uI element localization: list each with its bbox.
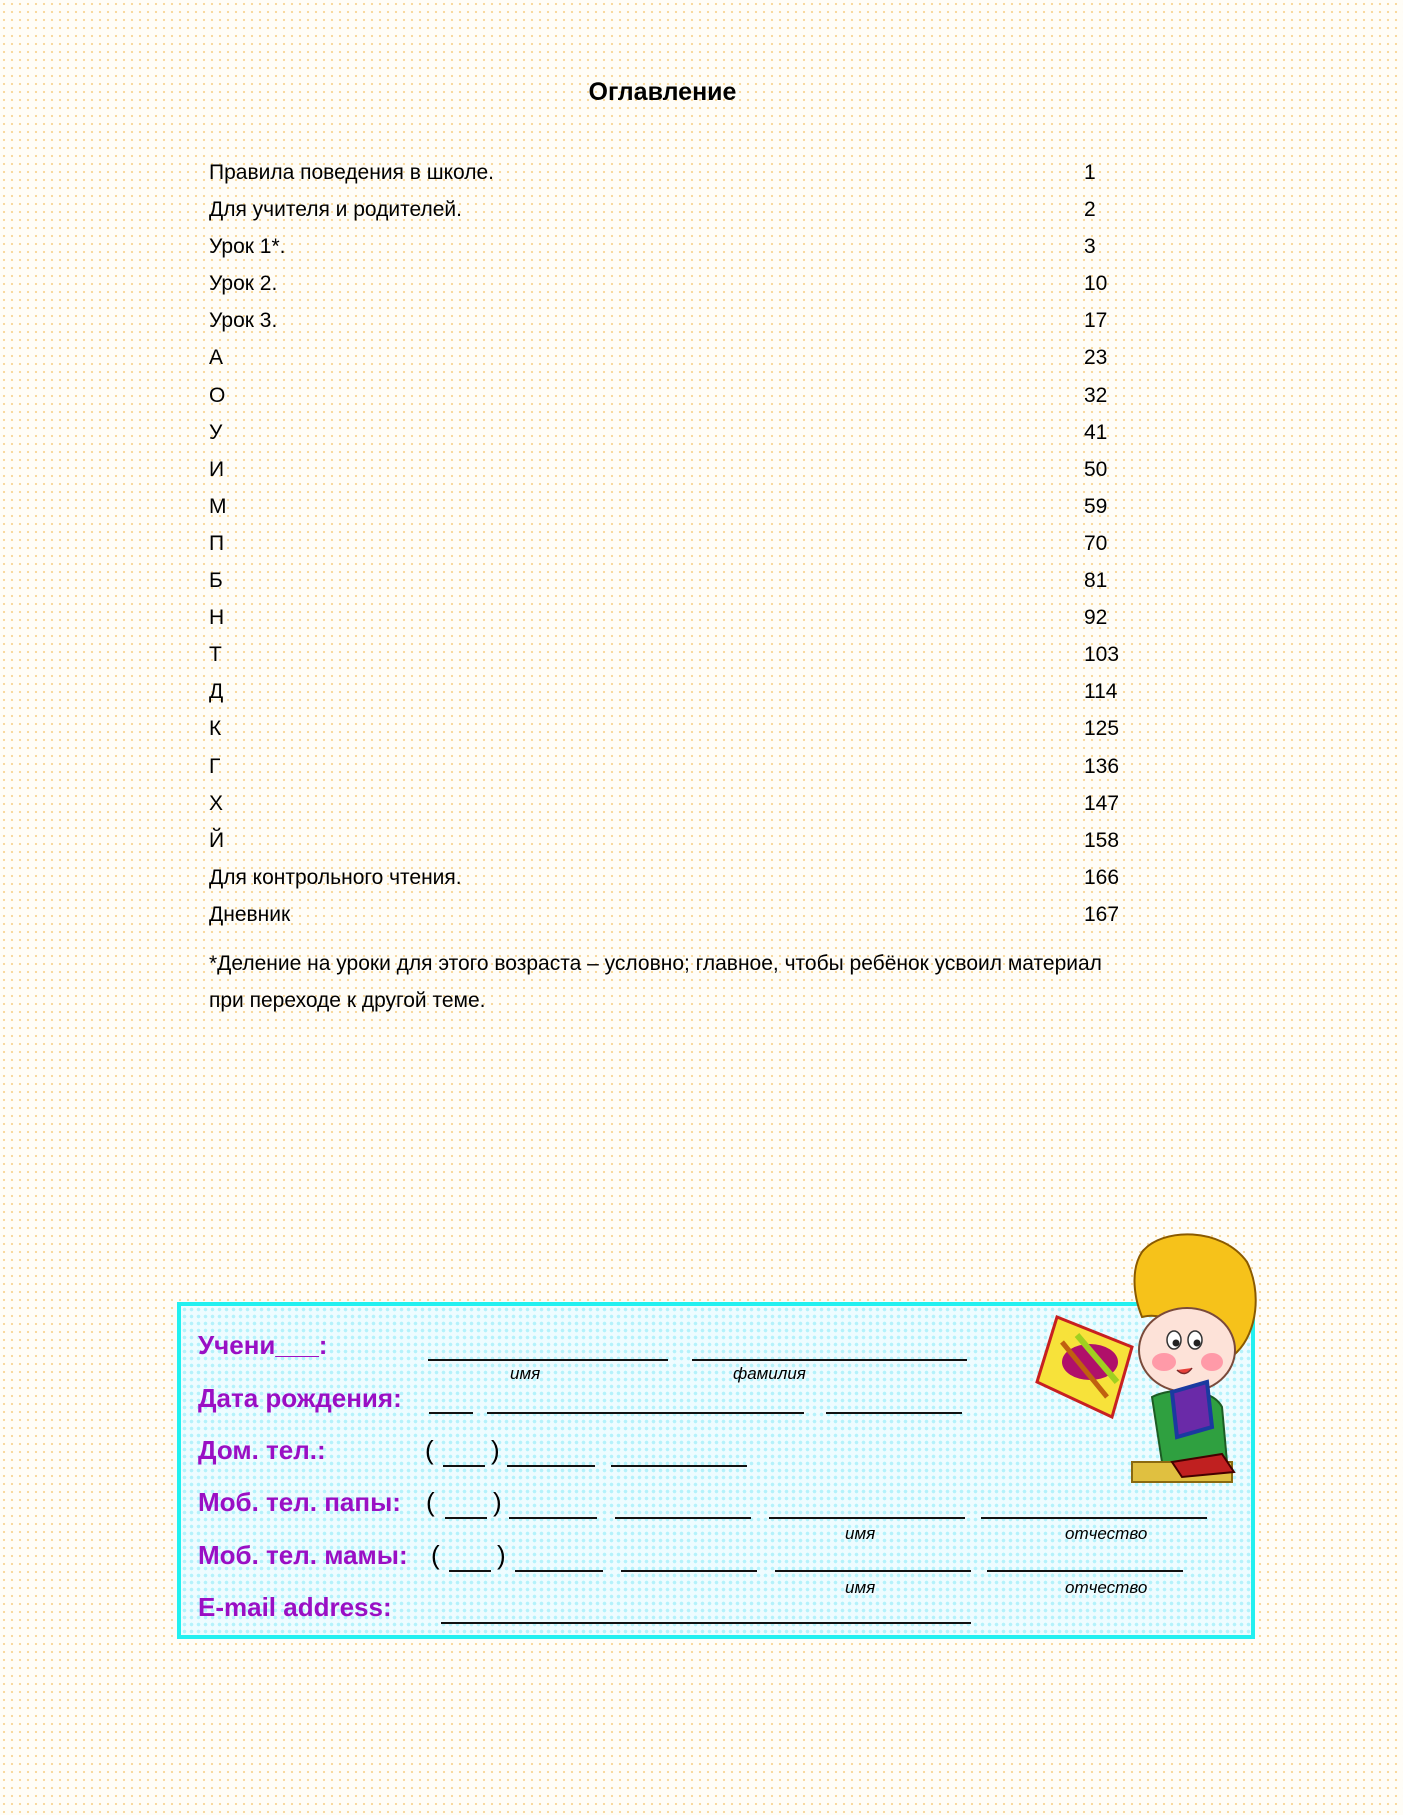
- email-label: E-mail address:: [198, 1592, 392, 1622]
- toc-entry[interactable]: [209, 451, 1159, 488]
- toc-entry[interactable]: [209, 748, 1159, 785]
- toc-entry-label: К: [209, 717, 222, 741]
- toc-entry-page: 81: [1084, 569, 1108, 593]
- toc-entry-page: 3: [1084, 235, 1096, 259]
- toc-entry[interactable]: [209, 302, 1159, 339]
- toc-entry-page: 1: [1084, 161, 1096, 184]
- dad-phone-part1-field[interactable]: [509, 1517, 597, 1519]
- purple-book: [1172, 1382, 1212, 1437]
- toc-entry-page: 167: [1084, 902, 1120, 926]
- toc-entry-label: У: [209, 420, 223, 444]
- toc-entry-page: 136: [1084, 754, 1120, 778]
- cheek-left: [1152, 1353, 1176, 1371]
- toc-entry[interactable]: [209, 710, 1159, 747]
- home-phone-part1-field[interactable]: [507, 1465, 595, 1467]
- mom-name-field[interactable]: [775, 1570, 971, 1572]
- mom-phone-part2-field[interactable]: [621, 1570, 757, 1572]
- dad-name-field[interactable]: [769, 1517, 965, 1519]
- toc-entry[interactable]: [209, 599, 1159, 636]
- toc-entry[interactable]: [209, 377, 1159, 414]
- toc-entry-label: Г: [209, 754, 221, 778]
- toc-entry-page: 59: [1084, 494, 1108, 518]
- toc-entry-page: 158: [1084, 828, 1120, 852]
- toc-entry-page: 2: [1084, 198, 1096, 222]
- toc-entry-label: Урок 3.: [209, 309, 278, 333]
- cheek-right: [1201, 1353, 1223, 1371]
- toc-entry[interactable]: [209, 525, 1159, 562]
- toc-entry-page: 70: [1084, 531, 1108, 555]
- toc-entry-page: 41: [1084, 420, 1108, 444]
- toc-entry-label: Т: [209, 643, 222, 667]
- toc-entry[interactable]: [209, 191, 1159, 228]
- toc-entry-page: 114: [1084, 680, 1118, 704]
- toc-entry-page: 17: [1084, 309, 1108, 333]
- toc-entry-page: 32: [1084, 383, 1108, 407]
- toc-entry[interactable]: [209, 265, 1159, 302]
- dad-phone-paren-close: ): [493, 1487, 502, 1517]
- toc-entry[interactable]: [209, 822, 1159, 859]
- toc-entry-label: Х: [209, 791, 224, 815]
- mom-phone-part1-field[interactable]: [515, 1570, 603, 1572]
- mom-phone-paren-close: ): [497, 1540, 506, 1570]
- home-phone-paren-open: (: [425, 1435, 434, 1465]
- hint-dad-name: имя: [845, 1524, 876, 1543]
- hint-mom-name: имя: [845, 1578, 876, 1597]
- toc-entry[interactable]: [209, 859, 1159, 896]
- hint-dad-patronymic: отчество: [1065, 1524, 1148, 1543]
- mom-phone-paren-open: (: [431, 1540, 440, 1570]
- toc-entry-label: Урок 1*.: [209, 235, 286, 259]
- eye-left: [1167, 1331, 1181, 1349]
- first-name-field[interactable]: [428, 1359, 668, 1361]
- toc-entry-label: П: [209, 531, 225, 555]
- home-phone-part2-field[interactable]: [611, 1465, 747, 1467]
- toc-entry-label: Н: [209, 606, 225, 630]
- birth-day-field[interactable]: [429, 1412, 473, 1414]
- toc-entry[interactable]: [209, 414, 1159, 451]
- birth-month-field[interactable]: [487, 1412, 804, 1414]
- eye-right: [1188, 1331, 1202, 1349]
- footnote-line-1: *Деление на уроки для этого возраста – условно; главное, чтобы ребёнок усвоил материал: [209, 952, 1102, 975]
- toc-entry-label: Правила поведения в школе.: [209, 161, 495, 184]
- toc-entry-label: Урок 2.: [209, 272, 278, 296]
- toc-entry-label: Б: [209, 569, 223, 593]
- toc-entry-page: 50: [1084, 457, 1108, 481]
- toc-entry-page: 103: [1084, 643, 1120, 667]
- footnote-line-2: при переходе к другой теме.: [209, 989, 486, 1012]
- toc-entry-page: 147: [1084, 791, 1120, 815]
- yellow-book: [1037, 1317, 1132, 1417]
- page-title: Оглавление: [588, 78, 737, 106]
- toc-entry-page: 92: [1084, 606, 1108, 630]
- hint-last-name: фамилия: [733, 1364, 806, 1383]
- dad-phone-code-field[interactable]: [445, 1517, 487, 1519]
- toc-entry[interactable]: [209, 896, 1159, 933]
- birth-year-field[interactable]: [826, 1412, 962, 1414]
- toc-entry-label: И: [209, 457, 225, 481]
- toc-entry-label: Дневник: [209, 902, 291, 926]
- toc-entry-page: 125: [1084, 717, 1120, 741]
- mom-patronymic-field[interactable]: [987, 1570, 1183, 1572]
- dad-patronymic-field[interactable]: [981, 1517, 1207, 1519]
- home-phone-paren-close: ): [491, 1435, 500, 1465]
- toc-entry[interactable]: [209, 154, 1159, 191]
- toc-entry[interactable]: [209, 488, 1159, 525]
- toc-entry[interactable]: [209, 562, 1159, 599]
- face-shape: [1139, 1308, 1235, 1392]
- toc-entry-label: Й: [209, 828, 225, 852]
- email-field[interactable]: [441, 1622, 971, 1624]
- toc-entry-page: 23: [1084, 346, 1108, 370]
- toc-entry[interactable]: [209, 339, 1159, 376]
- student-label: Учени___:: [198, 1330, 328, 1360]
- home-phone-label: Дом. тел.:: [198, 1435, 326, 1465]
- toc-entry-label: Д: [209, 680, 224, 704]
- toc-entry[interactable]: [209, 636, 1159, 673]
- toc-entry-label: Для контрольного чтения.: [209, 865, 462, 889]
- home-phone-code-field[interactable]: [443, 1465, 485, 1467]
- dad-phone-part2-field[interactable]: [615, 1517, 751, 1519]
- toc-entry-label: О: [209, 383, 226, 407]
- toc-entry[interactable]: [209, 228, 1159, 265]
- dad-phone-label: Моб. тел. папы:: [198, 1487, 401, 1517]
- table-of-contents: [209, 154, 1159, 933]
- last-name-field[interactable]: [692, 1359, 967, 1361]
- dad-phone-paren-open: (: [426, 1487, 435, 1517]
- toc-entry-label: Для учителя и родителей.: [209, 198, 462, 222]
- mom-phone-code-field[interactable]: [449, 1570, 491, 1572]
- hint-first-name: имя: [510, 1364, 541, 1383]
- boy-with-books-illustration: [1022, 1222, 1262, 1492]
- toc-entry[interactable]: [209, 785, 1159, 822]
- birth-date-label: Дата рождения:: [198, 1383, 402, 1413]
- mom-phone-label: Моб. тел. мамы:: [198, 1540, 408, 1570]
- toc-entry-label: А: [209, 346, 224, 370]
- toc-entry-page: 10: [1084, 272, 1108, 296]
- hint-mom-patronymic: отчество: [1065, 1578, 1148, 1597]
- toc-entry-label: М: [209, 494, 227, 518]
- footnote: [209, 945, 1209, 1019]
- toc-entry-page: 166: [1084, 865, 1120, 889]
- toc-entry[interactable]: [209, 673, 1159, 710]
